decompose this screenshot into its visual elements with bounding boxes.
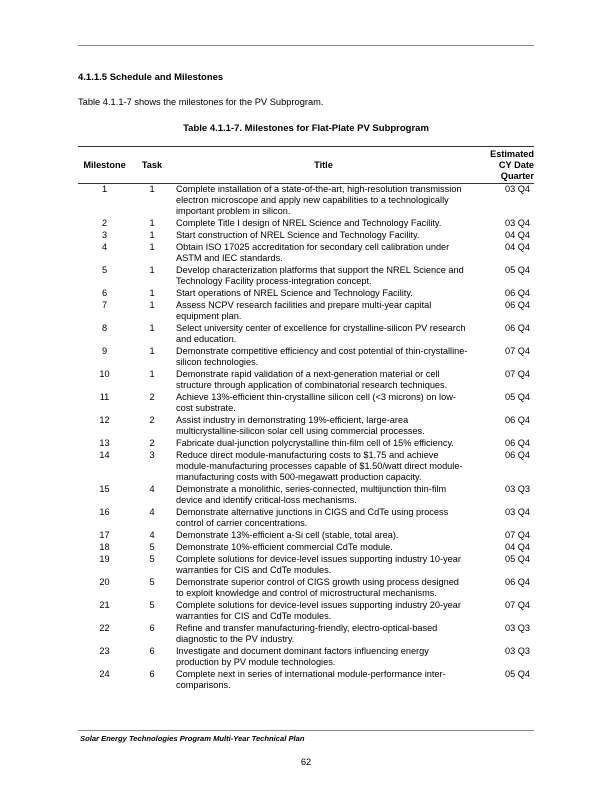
- task-cell: 1: [149, 265, 155, 275]
- date-cell: 03 Q3: [504, 646, 530, 656]
- table-row: [78, 392, 534, 415]
- milestone-cell: 21: [99, 600, 110, 610]
- milestone-cell: 24: [99, 669, 110, 679]
- date-cell: 03 Q4: [504, 507, 530, 517]
- header-date-line2: CY Date: [498, 160, 534, 170]
- title-cell: Develop characterization platforms that support the NREL Science and Technology Facility process-integration concept.: [176, 265, 464, 286]
- title-cell: Select university center of excellence for crystalline-silicon PV research and education.: [176, 323, 466, 344]
- date-cell: 07 Q4: [504, 600, 530, 610]
- header-milestone: Milestone: [83, 160, 126, 170]
- table-row: [78, 554, 534, 577]
- task-cell: 5: [149, 577, 155, 587]
- date-cell: 04 Q4: [504, 542, 530, 552]
- task-cell: 2: [149, 392, 155, 402]
- table-row: [78, 600, 534, 623]
- title-cell: Assist industry in demonstrating 19%-efficient, large-area multicrystalline-silicon solar cell using commercial processes.: [176, 415, 425, 436]
- task-cell: 4: [149, 507, 155, 517]
- table-row: [78, 218, 534, 230]
- title-cell: Investigate and document dominant factors influencing energy production by PV module technologies.: [176, 646, 429, 667]
- task-cell: 1: [149, 184, 155, 194]
- table-row: [78, 184, 534, 219]
- table-body: [78, 184, 534, 693]
- milestone-cell: 12: [99, 415, 110, 425]
- table-row: [78, 346, 534, 369]
- page-number: 62: [300, 757, 312, 767]
- table-caption: Table 4.1.1-7. Milestones for Flat-Plate PV Subprogram: [183, 123, 429, 134]
- header-date-line3: Quarter: [500, 171, 534, 181]
- table-row: [78, 646, 534, 669]
- title-cell: Demonstrate alternative junctions in CIGS and CdTe using process control of carrier concentrations.: [176, 507, 449, 528]
- title-cell: Complete solutions for device-level issues supporting industry 10-year warranties for CIS and CdTe modules.: [176, 554, 461, 575]
- date-cell: 03 Q3: [504, 623, 530, 633]
- milestone-cell: 23: [99, 646, 110, 656]
- footer-title: Solar Energy Technologies Program Multi-Year Technical Plan: [80, 734, 305, 743]
- table-row: [78, 530, 534, 542]
- table-row: [78, 265, 534, 288]
- title-cell: Demonstrate rapid validation of a next-generation material or cell structure through application of combinatorial research techniques.: [176, 369, 448, 390]
- date-cell: 06 Q4: [504, 450, 530, 460]
- milestone-cell: 2: [101, 218, 108, 228]
- date-cell: 04 Q4: [504, 242, 530, 252]
- date-cell: 05 Q4: [504, 265, 530, 275]
- task-cell: 1: [149, 323, 155, 333]
- table-row: [78, 542, 534, 554]
- milestone-cell: 8: [101, 323, 108, 333]
- milestone-cell: 16: [99, 507, 110, 517]
- milestone-cell: 5: [101, 265, 108, 275]
- milestone-cell: 14: [99, 450, 110, 460]
- task-cell: 2: [149, 438, 155, 448]
- date-cell: 03 Q4: [504, 184, 530, 194]
- title-cell: Assess NCPV research facilities and prepare multi-year capital equipment plan.: [176, 300, 432, 321]
- task-cell: 1: [149, 242, 155, 252]
- header-row: [78, 147, 534, 184]
- date-cell: 06 Q4: [504, 415, 530, 425]
- table-row: [78, 369, 534, 392]
- title-cell: Complete next in series of international module-performance inter-comparisons.: [176, 669, 446, 690]
- title-cell: Demonstrate a monolithic, series-connected, multijunction thin-film device and identify critical-loss mechanisms.: [176, 484, 447, 505]
- task-cell: 5: [149, 542, 155, 552]
- title-cell: Reduce direct module-manufacturing costs to $1.75 and achieve module-manufacturing processes capable of $1.50/watt direct module-manufacturing costs with 500-megawatt production capacity.: [176, 450, 463, 482]
- title-cell: Complete solutions for device-level issues supporting industry 20-year warranties for CIS and CdTe modules.: [176, 600, 461, 621]
- table-row: [78, 507, 534, 530]
- task-cell: 4: [149, 484, 155, 494]
- table-row: [78, 300, 534, 323]
- date-cell: 07 Q4: [504, 369, 530, 379]
- title-cell: Obtain ISO 17025 accreditation for secondary cell calibration under ASTM and IEC standards.: [176, 242, 450, 263]
- milestone-cell: 13: [99, 438, 110, 448]
- title-cell: Complete Title I design of NREL Science and Technology Facility.: [176, 218, 442, 228]
- footer-rule: [78, 730, 534, 731]
- table-row: [78, 623, 534, 646]
- date-cell: 06 Q4: [504, 323, 530, 333]
- task-cell: 1: [149, 230, 155, 240]
- task-cell: 4: [149, 530, 155, 540]
- date-cell: 07 Q4: [504, 346, 530, 356]
- milestone-cell: 18: [99, 542, 110, 552]
- title-cell: Complete installation of a state-of-the-art, high-resolution transmission electron microscope and apply new capabilities to a technologically important problem in silicon.: [176, 184, 462, 216]
- table-header: [78, 147, 534, 184]
- date-cell: 05 Q4: [504, 554, 530, 564]
- table-row: [78, 450, 534, 484]
- task-cell: 1: [149, 300, 155, 310]
- title-cell: Start operations of NREL Science and Technology Facility.: [176, 288, 413, 298]
- table-row: [78, 577, 534, 600]
- task-cell: 1: [149, 369, 155, 379]
- title-cell: Demonstrate competitive efficiency and cost potential of thin-crystalline-silicon technologies.: [176, 346, 468, 367]
- date-cell: 05 Q4: [504, 392, 530, 402]
- title-cell: Demonstrate superior control of CIGS growth using process designed to exploit knowledge and control of microstructural mechanisms.: [176, 577, 459, 598]
- date-cell: 06 Q4: [504, 577, 530, 587]
- milestone-cell: 15: [99, 484, 110, 494]
- table-row: [78, 230, 534, 242]
- title-cell: Achieve 13%-efficient thin-crystalline silicon cell (<3 microns) on low-cost substrate.: [176, 392, 456, 413]
- header-title: Title: [314, 160, 333, 170]
- title-cell: Fabricate dual-junction polycrystalline thin-film cell of 15% efficiency.: [176, 438, 454, 448]
- title-cell: Refine and transfer manufacturing-friendly, electro-optical-based diagnostic to the PV industry.: [176, 623, 438, 644]
- milestone-cell: 6: [101, 288, 108, 298]
- table-row: [78, 669, 534, 692]
- milestone-cell: 4: [101, 242, 108, 252]
- date-cell: 04 Q4: [504, 230, 530, 240]
- task-cell: 6: [149, 669, 155, 679]
- task-cell: 2: [149, 415, 155, 425]
- table-row: [78, 438, 534, 450]
- milestone-cell: 10: [99, 369, 110, 379]
- date-cell: 06 Q4: [504, 288, 530, 298]
- date-cell: 06 Q4: [504, 300, 530, 310]
- header-rule: [78, 45, 534, 46]
- task-cell: 1: [149, 218, 155, 228]
- task-cell: 5: [149, 554, 155, 564]
- intro-paragraph: Table 4.1.1-7 shows the milestones for the PV Subprogram.: [78, 97, 324, 107]
- milestone-cell: 22: [99, 623, 110, 633]
- header-estimated-date: [474, 147, 534, 184]
- milestone-cell: 7: [101, 300, 108, 310]
- milestones-table-container: [78, 146, 534, 692]
- task-cell: 6: [149, 646, 155, 656]
- table-row: [78, 242, 534, 265]
- milestone-cell: 9: [101, 346, 108, 356]
- date-cell: 03 Q4: [504, 218, 530, 228]
- title-cell: Demonstrate 13%-efficient a-Si cell (stable, total area).: [176, 530, 399, 540]
- milestone-cell: 19: [99, 554, 110, 564]
- task-cell: 1: [149, 346, 155, 356]
- header-date-line1: Estimated: [490, 149, 534, 159]
- milestone-cell: 3: [101, 230, 108, 240]
- header-task: Task: [141, 160, 163, 170]
- milestone-cell: 17: [99, 530, 110, 540]
- table-row: [78, 288, 534, 300]
- milestone-cell: 1: [101, 184, 108, 194]
- section-heading: 4.1.1.5 Schedule and Milestones: [78, 72, 224, 83]
- date-cell: 07 Q4: [504, 530, 530, 540]
- milestone-cell: 20: [99, 577, 110, 587]
- title-cell: Start construction of NREL Science and Technology Facility.: [176, 230, 420, 240]
- task-cell: 5: [149, 600, 155, 610]
- date-cell: 03 Q3: [504, 484, 530, 494]
- date-cell: 06 Q4: [504, 438, 530, 448]
- task-cell: 1: [149, 288, 155, 298]
- task-cell: 6: [149, 623, 155, 633]
- title-cell: Demonstrate 10%-efficient commercial CdTe module.: [176, 542, 393, 552]
- milestone-cell: 11: [99, 392, 110, 402]
- date-cell: 05 Q4: [504, 669, 530, 679]
- task-cell: 3: [149, 450, 155, 460]
- table-row: [78, 484, 534, 507]
- table-row: [78, 415, 534, 438]
- table-row: [78, 323, 534, 346]
- milestones-table: [78, 146, 534, 692]
